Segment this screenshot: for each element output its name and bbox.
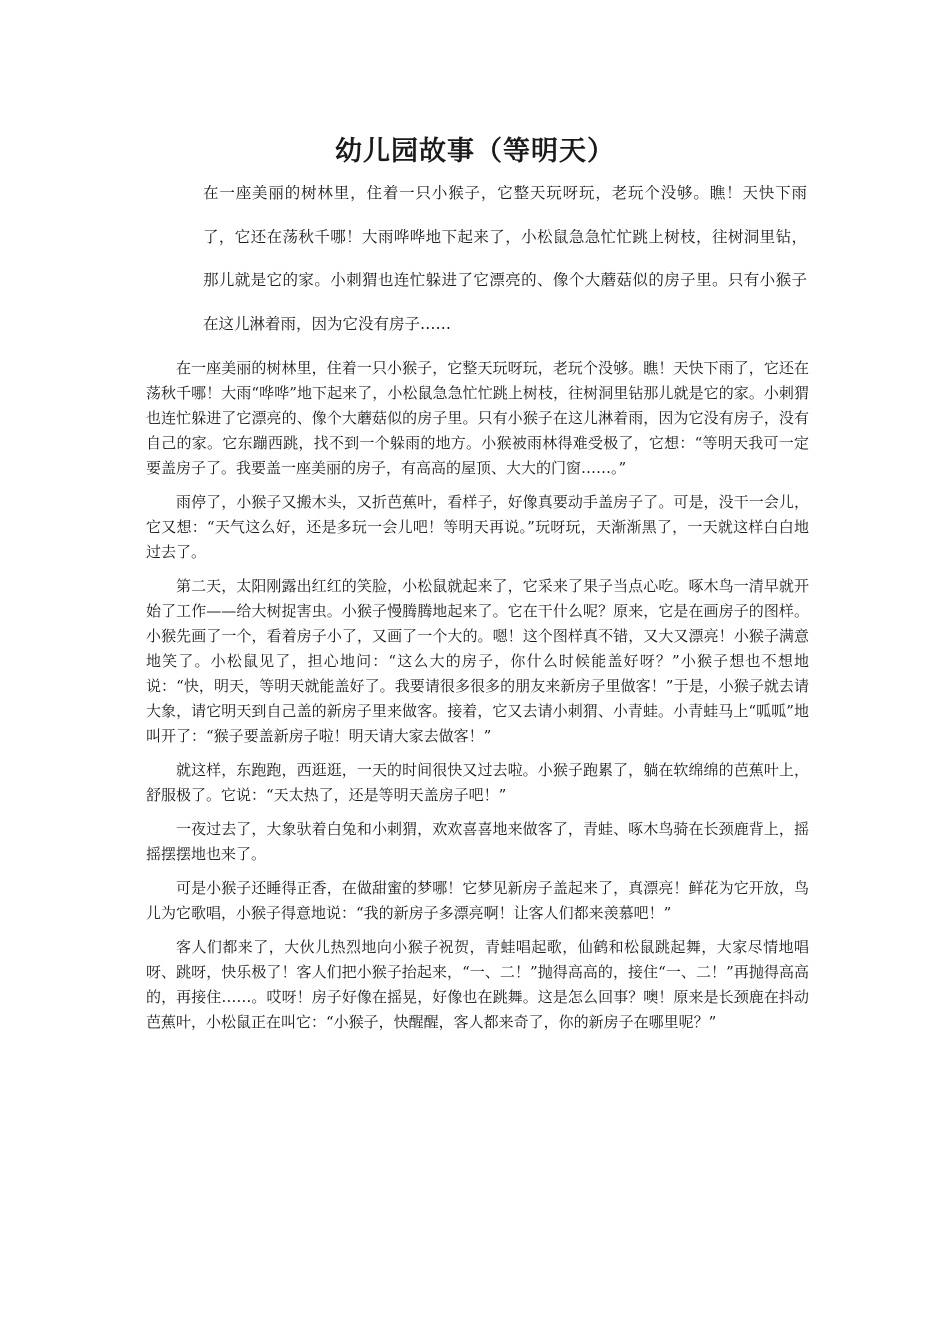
story-paragraph: 客人们都来了，大伙儿热烈地向小猴子祝贺，青蛙唱起歌，仙鹤和松鼠跳起舞，大家尽情地唱呀、跳呀，快乐极了！客人们把小猴子抬起来，“一、二！”抛得高高的，接住“一、二！”再抛得高高的，再接住……。哎呀！房子好像在摇晃，好像也在跳舞。这是怎么回事？噢！原来是长颈鹿在抖动芭蕉叶，小松鼠正在叫它：“小猴子，快醒醒，客人都来奇了，你的新房子在哪里呢？” — [146, 938, 809, 1031]
story-paragraph: 就这样，东跑跑，西逛逛，一天的时间很快又过去啦。小猴子跑累了，躺在软绵绵的芭蕉叶上，舒服极了。它说：“天太热了，还是等明天盖房子吧！” — [146, 761, 809, 804]
story-paragraph: 在一座美丽的树林里，住着一只小猴子，它整天玩呀玩，老玩个没够。瞧！天快下雨了，它还在荡秋千哪！大雨“哗哗”地下起来了，小松鼠急急忙忙跳上树枝，往树洞里钻那儿就是它的家。小刺猬也连忙躲进了它漂亮的、像个大蘑菇似的房子里。只有小猴子在这儿淋着雨，因为它没有房子，没有自己的家。它东蹦西跳，找不到一个躲雨的地方。小猴被雨林得难受极了，它想：“等明天我可一定要盖房子了。我要盖一座美丽的房子，有高高的屋顶、大大的门窗……。” — [146, 359, 809, 477]
story-paragraph: 可是小猴子还睡得正香，在做甜蜜的梦哪！它梦见新房子盖起来了，真漂亮！鲜花为它开放，鸟儿为它歌唱，小猴子得意地说：“我的新房子多漂亮啊！让客人们都来羡慕吧！” — [146, 879, 809, 922]
story-body — [146, 356, 809, 1044]
intro-paragraph: 在一座美丽的树林里，住着一只小猴子，它整天玩呀玩，老玩个没够。瞧！天快下雨了，它还在荡秋千哪！大雨哗哗地下起来了，小松鼠急急忙忙跳上树枝，往树洞里钻，那儿就是它的家。小刺猬也连忙躲进了它漂亮的、像个大蘑菇似的房子里。只有小猴子在这儿淋着雨，因为它没有房子…… — [203, 184, 807, 333]
document-title: 幼儿园故事（等明天） — [335, 136, 615, 167]
story-paragraph: 雨停了，小猴子又搬木头，又折芭蕉叶，看样子，好像真要动手盖房子了。可是，没干一会儿，它又想：“天气这么好，还是多玩一会儿吧！等明天再说。”玩呀玩，天渐渐黑了，一天就这样白白地过去了。 — [146, 493, 809, 561]
story-paragraph: 第二天，太阳刚露出红红的笑脸，小松鼠就起来了，它采来了果子当点心吃。啄木鸟一清早就开始了工作——给大树捉害虫。小猴子慢腾腾地起来了。它在干什么呢？原来，它是在画房子的图样。小猴先画了一个，看着房子小了，又画了一个大的。嗯！这个图样真不错，又大又漂亮！小猴子满意地笑了。小松鼠见了，担心地问：“这么大的房子，你什么时候能盖好呀？”小猴子想也不想地说：“快，明天，等明天就能盖好了。我要请很多很多的朋友来新房子里做客！”于是，小猴子就去请大象，请它明天到自己盖的新房子里来做客。接着，它又去请小刺猬、小青蛙。小青蛙马上“呱呱”地叫开了：“猴子要盖新房子啦！明天请大家去做客！” — [146, 577, 809, 745]
story-paragraph: 一夜过去了，大象驮着白兔和小刺猬，欢欢喜喜地来做客了，青蛙、啄木鸟骑在长颈鹿背上，摇摇摆摆地也来了。 — [146, 820, 809, 863]
